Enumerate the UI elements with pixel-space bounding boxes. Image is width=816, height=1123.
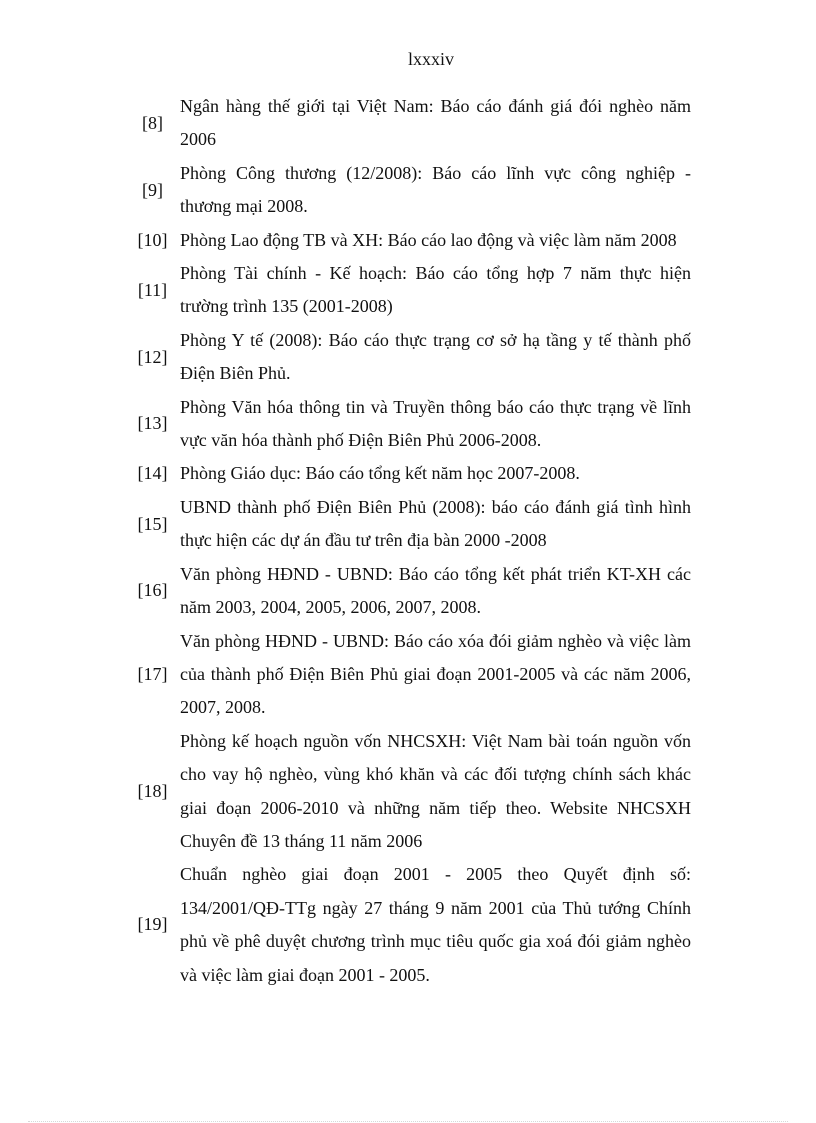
reference-item <box>125 725 691 859</box>
reference-text: Phòng Y tế (2008): Báo cáo thực trạng cơ sở hạ tầng y tế thành phố Điện Biên Phủ. <box>180 329 691 384</box>
reference-text: Phòng Lao động TB và XH: Báo cáo lao động và việc làm năm 2008 <box>180 229 677 250</box>
reference-number: [13] <box>137 413 168 434</box>
reference-text: Phòng Tài chính - Kế hoạch: Báo cáo tổng hợp 7 năm thực hiện trường trình 135 (2001-2008) <box>180 263 691 317</box>
reference-number: [16] <box>137 580 168 601</box>
reference-text: UBND thành phố Điện Biên Phủ (2008): báo cáo đánh giá tình hình thực hiện các dự án đầu tư trên địa bàn 2000 -2008 <box>180 496 691 551</box>
reference-text: Phòng Văn hóa thông tin và Truyền thông báo cáo thực trạng về lĩnh vực văn hóa thành phố Điện Biên Phủ 2006-2008. <box>180 396 691 451</box>
reference-text: Văn phòng HĐND - UBND: Báo cáo xóa đói giảm nghèo và việc làm của thành phố Điện Biên Phủ giai đoạn 2001-2005 và các năm 2006, 2007, 2008. <box>180 630 691 718</box>
reference-item <box>125 324 691 391</box>
reference-item <box>125 558 691 625</box>
reference-item <box>125 457 691 490</box>
reference-number: [9] <box>142 179 163 200</box>
reference-item <box>125 257 691 324</box>
reference-item <box>125 625 691 725</box>
reference-item <box>125 858 691 992</box>
reference-number: [19] <box>137 914 168 935</box>
reference-number: [18] <box>137 780 168 801</box>
reference-number: [12] <box>137 346 168 367</box>
reference-text: Văn phòng HĐND - UBND: Báo cáo tổng kết phát triển KT-XH các năm 2003, 2004, 2005, 2006, 2007, 2008. <box>180 563 691 618</box>
reference-text: Phòng Công thương (12/2008): Báo cáo lĩnh vực công nghiệp - thương mại 2008. <box>180 162 691 217</box>
reference-item <box>125 90 691 157</box>
page-number: lxxxiv <box>407 49 454 69</box>
reference-number: [17] <box>137 663 168 684</box>
reference-item <box>125 224 691 257</box>
reference-number: [15] <box>137 513 168 534</box>
reference-number: [11] <box>137 279 168 300</box>
reference-number: [10] <box>137 229 168 250</box>
reference-item <box>125 391 691 458</box>
reference-list <box>125 90 691 992</box>
page-bottom-divider <box>28 1121 788 1122</box>
reference-text: Phòng Giáo dục: Báo cáo tổng kết năm học 2007-2008. <box>180 463 580 484</box>
reference-text: Ngân hàng thế giới tại Việt Nam: Báo cáo đánh giá đói nghèo năm 2006 <box>180 96 691 150</box>
reference-text: Phòng kế hoạch nguồn vốn NHCSXH: Việt Nam bài toán nguồn vốn cho vay hộ nghèo, vùng khó khăn và các đối tượng chính sách khác giai đoạn 2006-2010 và những năm tiếp theo. Website NHCSXH Chuyên đề 13 tháng 11 năm 2006 <box>180 730 691 851</box>
reference-item <box>125 157 691 224</box>
reference-number: [8] <box>142 112 163 133</box>
reference-number: [14] <box>137 463 168 484</box>
reference-item <box>125 491 691 558</box>
reference-text: Chuẩn nghèo giai đoạn 2001 - 2005 theo Quyết định số: 134/2001/QĐ-TTg ngày 27 tháng 9 năm 2001 của Thủ tướng Chính phủ về phê duyệt chương trình mục tiêu quốc gia xoá đói giảm nghèo và việc làm giai đoạn 2001 - 2005. <box>180 864 691 985</box>
